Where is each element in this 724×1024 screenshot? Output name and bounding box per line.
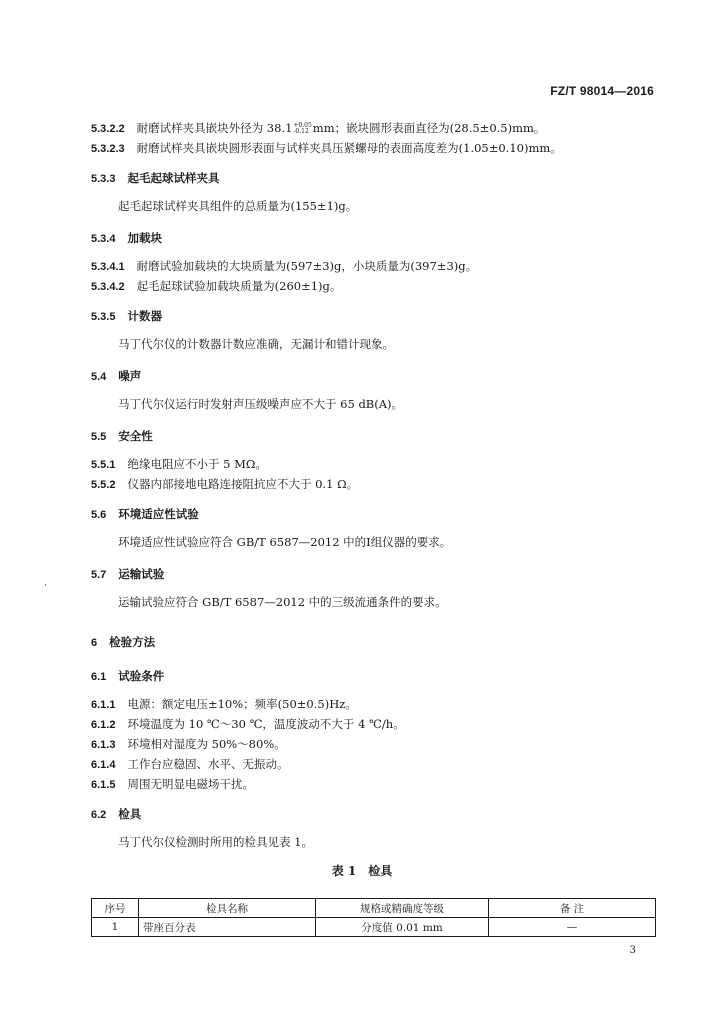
column-header-spec: 规格或精确度等级: [316, 899, 489, 918]
clause-text: 环境温度为 10 ℃～30 ℃，温度波动不大于 4 ℃/h。: [127, 717, 405, 731]
table-cell-name: 带座百分表: [139, 918, 316, 937]
paragraph-5-6: 环境适应性试验应符合 GB/T 6587—2012 中的Ⅰ组仪器的要求。: [118, 535, 452, 549]
heading-6: [91, 634, 155, 651]
clause-number: 6.1.1: [91, 699, 116, 711]
clause-text: 工作台应稳固、水平、无振动。: [127, 757, 289, 771]
heading-title: 检验方法: [109, 635, 156, 649]
tolerance-upper: +0.05: [293, 122, 312, 129]
clause-number: 5.5.2: [91, 479, 116, 491]
clause-5-5-2: [91, 476, 358, 493]
clause-number: 6.1.4: [91, 759, 116, 771]
column-header-remarks: 备 注: [489, 899, 656, 918]
heading-title: 试验条件: [118, 669, 165, 683]
tolerance: [293, 123, 311, 135]
paragraph-6-2: 马丁代尔仪检测时所用的检具见表 1。: [118, 835, 313, 849]
heading-number: 5.7: [91, 569, 107, 581]
paragraph-5-3-3: 起毛起球试样夹具组件的总质量为(155±1)g。: [118, 199, 358, 213]
paragraph-5-3-5: 马丁代尔仪的计数器计数应准确，无漏计和错计现象。: [118, 337, 394, 351]
heading-number: 5.3.5: [91, 311, 116, 323]
table-header-row: [92, 899, 656, 918]
clause-number: 5.3.2.2: [91, 123, 125, 135]
heading-number: 6.2: [91, 809, 107, 821]
clause-number: 6.1.3: [91, 739, 116, 751]
heading-5-4: [91, 368, 141, 385]
clause-number: 5.3.4.2: [91, 281, 125, 293]
heading-title: 计数器: [127, 309, 162, 323]
heading-6-2: [91, 806, 141, 823]
clause-5-5-1: [91, 456, 267, 473]
clause-text: 耐磨试样夹具嵌块圆形表面与试样夹具压紧螺母的表面高度差为(1.05±0.10)mm。: [136, 141, 562, 155]
clause-5-3-4-2: [91, 278, 341, 295]
clause-text: 耐磨试验加载块的大块质量为(597±3)g，小块质量为(397±3)g。: [136, 259, 478, 273]
column-header-name: 检具名称: [139, 899, 316, 918]
clause-5-3-2-3: [91, 140, 562, 157]
clause-6-1-5: [91, 776, 254, 793]
paragraph-5-4: 马丁代尔仪运行时发射声压级噪声应不大于 65 dB(A)。: [118, 397, 404, 411]
paragraph-5-7: 运输试验应符合 GB/T 6587—2012 中的三级流通条件的要求。: [118, 595, 447, 609]
table-cell-remarks: —: [489, 918, 656, 937]
heading-number: 5.5: [91, 431, 107, 443]
clause-text: 耐磨试样夹具嵌块外径为 38.1: [136, 121, 293, 135]
heading-number: 6.1: [91, 671, 107, 683]
table-cell-spec: 分度值 0.01 mm: [316, 918, 489, 937]
heading-5-3-4: [91, 230, 162, 247]
clause-number: 5.3.4.1: [91, 261, 125, 273]
table-cell-no: 1: [92, 918, 139, 937]
heading-number: 5.3.4: [91, 233, 116, 245]
heading-5-6: [91, 506, 199, 523]
clause-6-1-3: [91, 736, 286, 753]
heading-title: 噪声: [118, 369, 142, 383]
clause-text: 绝缘电阻应不小于 5 MΩ。: [127, 457, 267, 471]
clause-number: 5.3.2.3: [91, 143, 125, 155]
clause-text-cont: mm；嵌块圆形表面直径为(28.5±0.5)mm。: [312, 121, 546, 135]
heading-6-1: [91, 668, 164, 685]
heading-number: 6: [91, 637, 98, 649]
heading-number: 5.3.3: [91, 173, 116, 185]
clause-6-1-2: [91, 716, 405, 733]
column-header-no: 序号: [92, 899, 139, 918]
clause-text: 仪器内部接地电路连接阻抗应不大于 0.1 Ω。: [127, 477, 359, 491]
inspection-tools-table: [91, 898, 656, 937]
heading-title: 运输试验: [118, 567, 165, 581]
standard-code: FZ/T 98014—2016: [550, 84, 654, 98]
clause-text: 电源：额定电压±10%；频率(50±0.5)Hz。: [127, 697, 357, 711]
heading-5-3-3: [91, 170, 219, 187]
clause-6-1-1: [91, 696, 357, 713]
clause-text: 周围无明显电磁场干扰。: [127, 777, 254, 791]
clause-number: 6.1.2: [91, 719, 116, 731]
heading-title: 加载块: [127, 231, 162, 245]
clause-6-1-4: [91, 756, 288, 773]
heading-title: 安全性: [118, 429, 153, 443]
heading-number: 5.4: [91, 371, 107, 383]
heading-number: 5.6: [91, 509, 107, 521]
clause-number: 6.1.5: [91, 779, 116, 791]
table-row: [92, 918, 656, 937]
heading-5-7: [91, 566, 164, 583]
clause-text: 环境相对湿度为 50%～80%。: [127, 737, 286, 751]
heading-5-5: [91, 428, 153, 445]
heading-title: 环境适应性试验: [118, 507, 199, 521]
table-caption: 表 1 检具: [331, 864, 393, 878]
heading-title: 检具: [118, 807, 142, 821]
clause-number: 5.5.1: [91, 459, 116, 471]
heading-5-3-5: [91, 308, 162, 325]
margin-mark: ·: [44, 581, 47, 591]
clause-5-3-2-2: [91, 120, 545, 137]
heading-title: 起毛起球试样夹具: [127, 171, 220, 185]
clause-5-3-4-1: [91, 258, 477, 275]
page-number: 3: [629, 945, 636, 956]
clause-text: 起毛起球试验加载块质量为(260±1)g。: [136, 279, 342, 293]
tolerance-lower: -0.12: [293, 128, 309, 135]
